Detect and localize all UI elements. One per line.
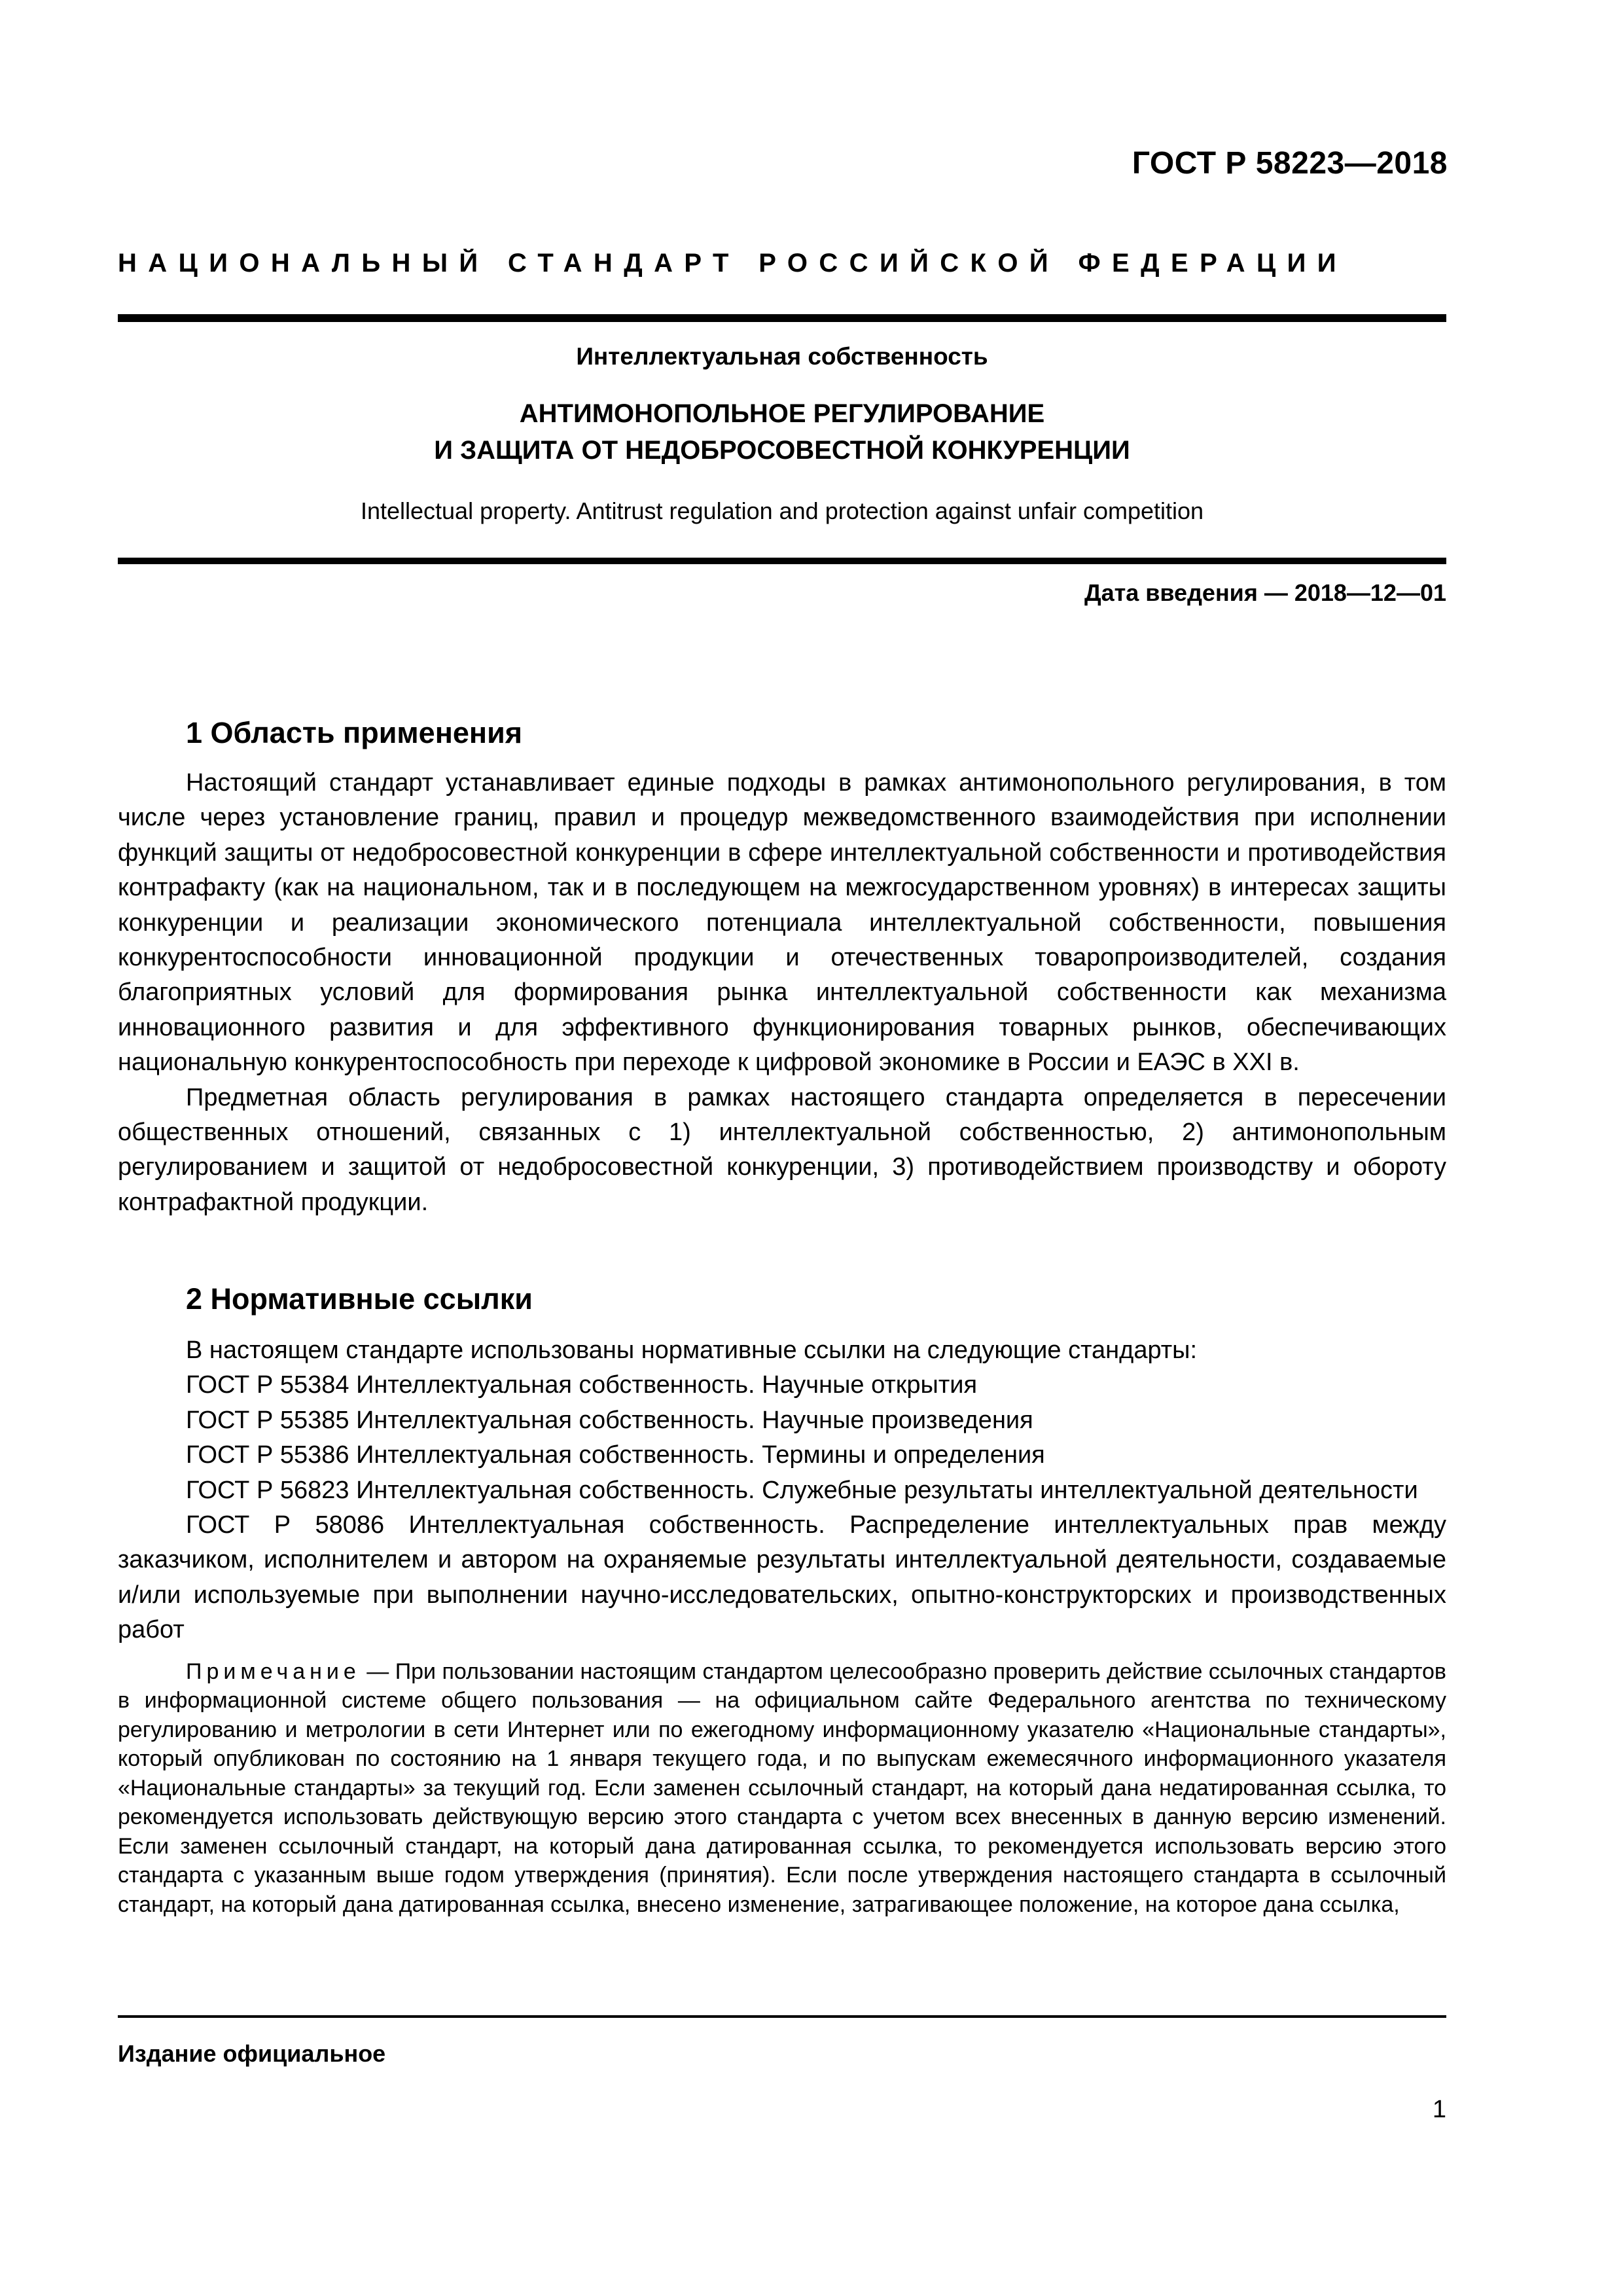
main-title-line-2: И ЗАЩИТА ОТ НЕДОБРОСОВЕСТНОЙ КОНКУРЕНЦИИ — [434, 436, 1130, 465]
section-scope — [118, 713, 1446, 1220]
top-divider — [118, 314, 1446, 322]
reference-item: ГОСТ Р 58086 Интеллектуальная собственность. Распределение интеллектуальных прав между заказчиком, исполнителем и автором на охраняемые результаты интеллектуальной деятельности, создаваемые и/или используемые при выполнении научно-исследовательских, опытно-конструкторских и производственных работ — [118, 1511, 1446, 1644]
english-title: Intellectual property. Antitrust regulation and protection against unfair competition — [360, 497, 1204, 524]
document-code: ГОСТ Р 58223—2018 — [1132, 146, 1448, 181]
section-1-paragraph-2: Предметная область регулирования в рамках настоящего стандарта определяется в пересечении общественных отношений, связанных с 1) интеллектуальной собственностью, 2) антимонопольным регулированием и защитой от недобросовестной конкуренции, 3) противодействием производству и обороту контрафактной продукции. — [118, 1083, 1446, 1216]
official-edition-label: Издание официальное — [118, 2040, 386, 2067]
section-normative-references — [118, 1280, 1446, 1919]
title-bottom-divider — [118, 558, 1446, 564]
reference-item: ГОСТ Р 55386 Интеллектуальная собственность. Термины и определения — [186, 1441, 1045, 1469]
series-title: Интеллектуальная собственность — [576, 343, 988, 370]
page-number: 1 — [1432, 2096, 1446, 2123]
section-1-paragraph-1: Настоящий стандарт устанавливает единые подходы в рамках антимонопольного регулирования, в том числе через установление границ, правил и процедур межведомственного взаимодействия при исполнении функций защиты от недобросовестной конкуренции в сфере интеллектуальной собственности и противодействия контрафакту (как на национальном, так и в последующем на межгосударственном уровнях) в интересах защиты конкуренции и реализации экономического потенциала интеллектуальной собственности, повышения конкурентоспособности инновационной продукции и отечественных товаропроизводителей, создания благоприятных условий для формирования рынка интеллектуальной собственности как механизма инновационного развития и для эффективного функционирования товарных рынков, обеспечивающих национальную конкурентоспособность при переходе к цифровой экономике в России и ЕАЭС в XXI в. — [118, 769, 1446, 1077]
main-title-line-1: АНТИМОНОПОЛЬНОЕ РЕГУЛИРОВАНИЕ — [519, 399, 1045, 428]
introduction-date: Дата введения — 2018—12—01 — [1084, 579, 1446, 606]
references-intro: В настоящем стандарте использованы нормативные ссылки на следующие стандарты: — [186, 1336, 1198, 1364]
reference-item: ГОСТ Р 56823 Интеллектуальная собственность. Служебные результаты интеллектуальной деятельности — [186, 1476, 1418, 1504]
references-note — [118, 1657, 1446, 1920]
national-standard-banner: НАЦИОНАЛЬНЫЙ СТАНДАРТ РОССИЙСКОЙ ФЕДЕРАЦИИ — [118, 249, 1347, 278]
note-text: — При пользовании настоящим стандартом целесообразно проверить действие ссылочных стандартов в информационной системе общего пользования — на официальном сайте Федерального агентства по техническому регулированию и метрологии в сети Интернет или по ежегодному информационному указателю «Национальные стандарты», который опубликован по состоянию на 1 января текущего года, и по выпускам ежемесячного информационного указателя «Национальные стандарты» за текущий год. Если заменен ссылочный стандарт, на который дана недатированная ссылка, то рекомендуется использовать действующую версию этого стандарта с учетом всех внесенных в данную версию изменений. Если заменен ссылочный стандарт, на который дана датированная ссылка, то рекомендуется использовать версию этого стандарта с указанным выше годом утверждения (принятия). Если после утверждения настоящего стандарта в ссылочный стандарт, на который дана датированная ссылка, внесено изменение, затрагивающее положение, на которое дана ссылка, — [118, 1659, 1446, 1917]
title-block — [118, 340, 1446, 528]
section-2-heading: 2 Нормативные ссылки — [186, 1282, 533, 1316]
section-1-heading: 1 Область применения — [186, 716, 523, 749]
main-title — [118, 395, 1446, 469]
reference-item: ГОСТ Р 55385 Интеллектуальная собственность. Научные произведения — [186, 1406, 1033, 1434]
footer-divider — [118, 2015, 1446, 2018]
note-label: Примечание — [186, 1659, 361, 1684]
reference-item: ГОСТ Р 55384 Интеллектуальная собственность. Научные открытия — [186, 1371, 978, 1399]
